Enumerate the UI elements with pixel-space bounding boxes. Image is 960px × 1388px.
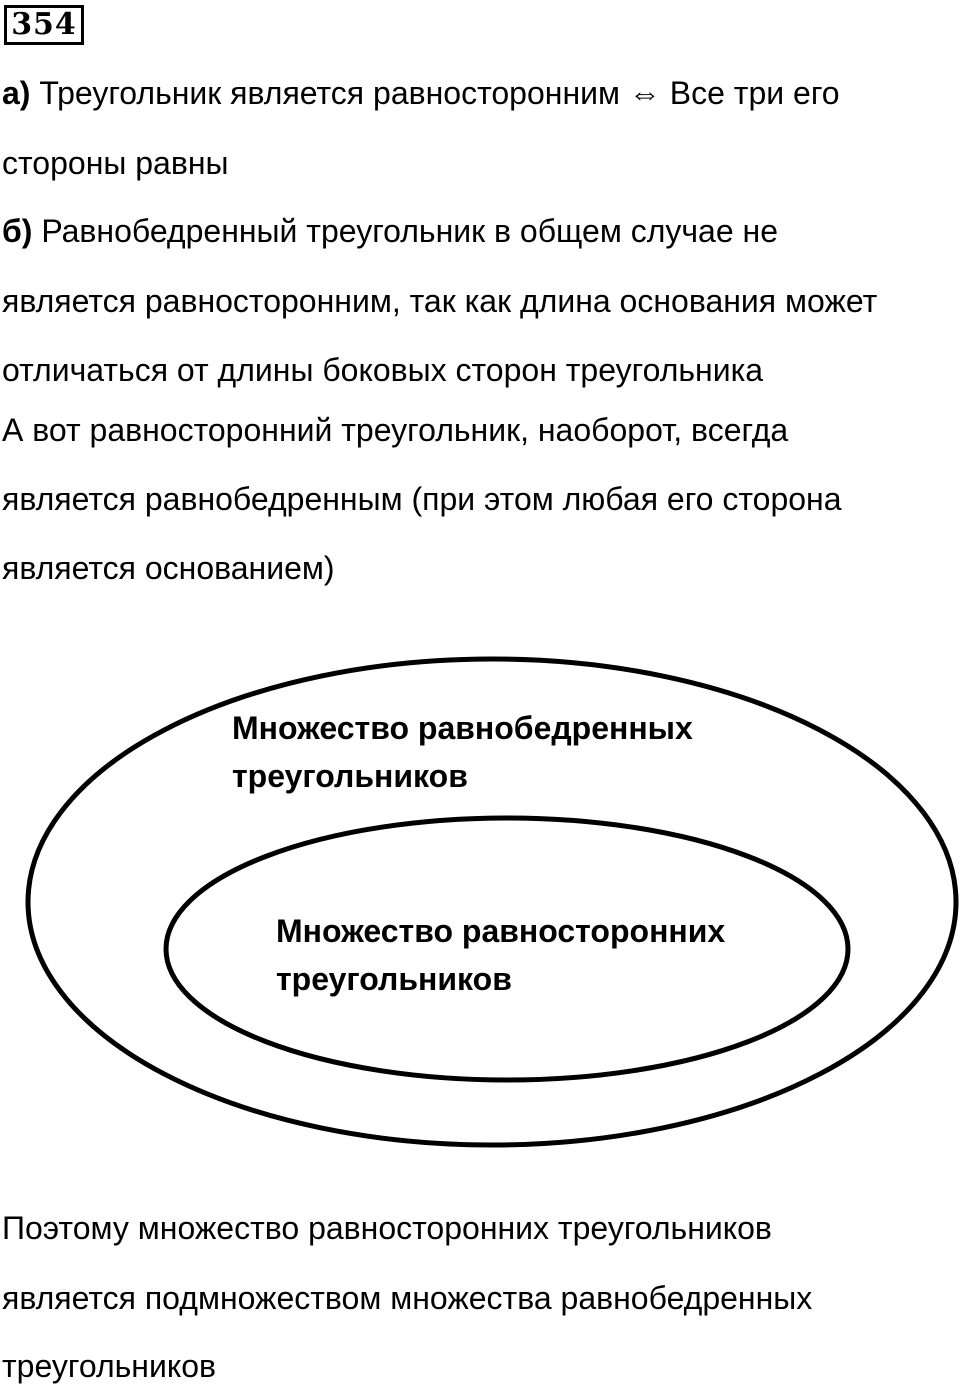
part-b-text-5: является равнобедренным (при этом любая его сторона bbox=[2, 481, 842, 517]
part-b-line-4 bbox=[2, 410, 788, 450]
part-b-line-5 bbox=[2, 479, 842, 519]
inner-set-label bbox=[276, 907, 725, 1003]
sets-diagram bbox=[0, 640, 960, 1160]
part-a-text-2: стороны равны bbox=[2, 145, 229, 181]
part-a-text-1: Треугольник является равносторонним ⇔ Все три его bbox=[30, 75, 840, 111]
inner-set-label-line-2: треугольников bbox=[276, 961, 512, 997]
outer-set-label-line-2: треугольников bbox=[232, 758, 468, 794]
outer-set-label-line-1: Множество равнобедренных bbox=[232, 710, 693, 746]
conclusion-line-2 bbox=[2, 1278, 812, 1318]
outer-set-label bbox=[232, 704, 693, 800]
part-b-line-1 bbox=[2, 211, 778, 251]
part-a-line-2 bbox=[2, 143, 229, 183]
part-b-text-4: А вот равносторонний треугольник, наоборот, всегда bbox=[2, 412, 789, 448]
part-a-line-1 bbox=[2, 73, 840, 113]
conclusion-line-1 bbox=[2, 1208, 772, 1248]
part-b-line-2 bbox=[2, 281, 877, 321]
part-b-text-2: является равносторонним, так как длина основания может bbox=[2, 283, 878, 319]
task-number-box bbox=[4, 5, 84, 45]
part-b-text-1: Равнобедренный треугольник в общем случае не bbox=[32, 213, 778, 249]
part-b-line-6 bbox=[2, 548, 335, 588]
part-b-text-6: является основанием) bbox=[2, 550, 335, 586]
inner-set-label-line-1: Множество равносторонних bbox=[276, 913, 726, 949]
conclusion-text-2: является подмножеством множества равнобедренных bbox=[2, 1280, 813, 1316]
conclusion-text-1: Поэтому множество равносторонних треугольников bbox=[2, 1210, 772, 1246]
part-b-text-3: отличаться от длины боковых сторон треугольника bbox=[2, 352, 764, 388]
conclusion-line-3 bbox=[2, 1346, 216, 1386]
task-number: 354 bbox=[11, 7, 77, 42]
part-b-marker: б) bbox=[2, 213, 33, 249]
part-b-line-3 bbox=[2, 350, 763, 390]
conclusion-text-3: треугольников bbox=[2, 1348, 216, 1384]
part-a-marker: а) bbox=[2, 75, 31, 111]
